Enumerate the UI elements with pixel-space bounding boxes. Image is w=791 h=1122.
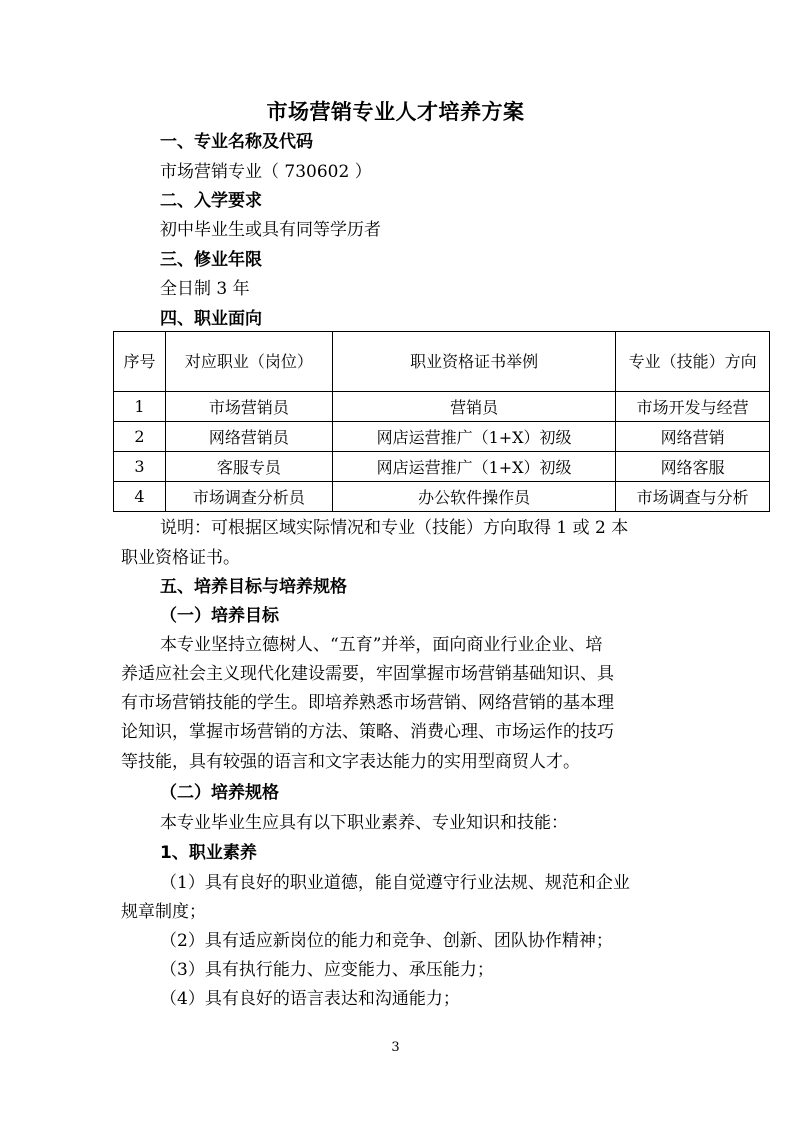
section-3-text: 全日制 3 年 — [160, 279, 250, 299]
table-cell: 2 — [114, 422, 166, 452]
section-5-heading: 五、培养目标与培养规格 — [160, 577, 347, 597]
table-header-cell: 职业资格证书举例 — [332, 332, 615, 392]
table-row — [114, 482, 770, 512]
table-row — [114, 422, 770, 452]
page-number: 3 — [391, 1040, 400, 1055]
table-cell: 网络营销 — [616, 422, 770, 452]
item-1-heading: 1、职业素养 — [160, 843, 257, 863]
table-header-cell: 序号 — [114, 332, 166, 392]
table-cell: 网店运营推广（1+X）初级 — [332, 452, 615, 482]
subsection-1-heading: （一）培养目标 — [160, 606, 279, 626]
paragraph-line: 养适应社会主义现代化建设需要，牢固掌握市场营销基础知识、具 — [121, 664, 614, 684]
table-header-cell: 对应职业（岗位） — [165, 332, 332, 392]
table-header-cell: 专业（技能）方向 — [616, 332, 770, 392]
table-cell: 网店运营推广（1+X）初级 — [332, 422, 615, 452]
table-cell: 市场调查与分析 — [616, 482, 770, 512]
section-4-note-line-2: 职业资格证书。 — [121, 548, 240, 568]
table-cell: 客服专员 — [165, 452, 332, 482]
section-3-heading: 三、修业年限 — [160, 250, 262, 270]
subsection-2-intro: 本专业毕业生应具有以下职业素养、专业知识和技能： — [160, 813, 568, 833]
occupation-table — [113, 331, 770, 512]
table-cell: 1 — [114, 392, 166, 422]
subsection-2-heading: （二）培养规格 — [160, 783, 279, 803]
list-item: 规章制度； — [121, 902, 206, 922]
section-2-text: 初中毕业生或具有同等学历者 — [160, 220, 381, 240]
table-cell: 网络营销员 — [165, 422, 332, 452]
table-header-row — [114, 332, 770, 392]
paragraph-line: 论知识，掌握市场营销的方法、策略、消费心理、市场运作的技巧 — [121, 722, 614, 742]
paragraph-line: 等技能，具有较强的语言和文字表达能力的实用型商贸人才。 — [121, 752, 580, 772]
section-4-heading: 四、职业面向 — [160, 309, 262, 329]
document-title: 市场营销专业人才培养方案 — [266, 100, 525, 124]
table-cell: 办公软件操作员 — [332, 482, 615, 512]
paragraph-line: 有市场营销技能的学生。即培养熟悉市场营销、网络营销的基本理 — [121, 693, 614, 713]
table-cell: 网络客服 — [616, 452, 770, 482]
table-cell: 市场开发与经营 — [616, 392, 770, 422]
table-cell: 市场调查分析员 — [165, 482, 332, 512]
list-item: （2）具有适应新岗位的能力和竞争、创新、团队协作精神； — [160, 931, 613, 951]
section-2-heading: 二、入学要求 — [160, 191, 262, 211]
paragraph-line: 本专业坚持立德树人、“五育”并举，面向商业行业企业、培 — [160, 635, 603, 655]
table-row — [114, 392, 770, 422]
section-4-note-line-1: 说明：可根据区域实际情况和专业（技能）方向取得 1 或 2 本 — [160, 518, 629, 538]
list-item: （3）具有执行能力、应变能力、承压能力； — [160, 960, 494, 980]
section-1-heading: 一、专业名称及代码 — [160, 132, 313, 152]
table-row — [114, 452, 770, 482]
section-1-text: 市场营销专业（ 730602 ） — [160, 162, 372, 182]
table-cell: 营销员 — [332, 392, 615, 422]
list-item: （4）具有良好的语言表达和沟通能力； — [160, 989, 460, 1009]
table-cell: 3 — [114, 452, 166, 482]
table-cell: 4 — [114, 482, 166, 512]
list-item: （1）具有良好的职业道德，能自觉遵守行业法规、规范和企业 — [160, 873, 630, 893]
table-cell: 市场营销员 — [165, 392, 332, 422]
